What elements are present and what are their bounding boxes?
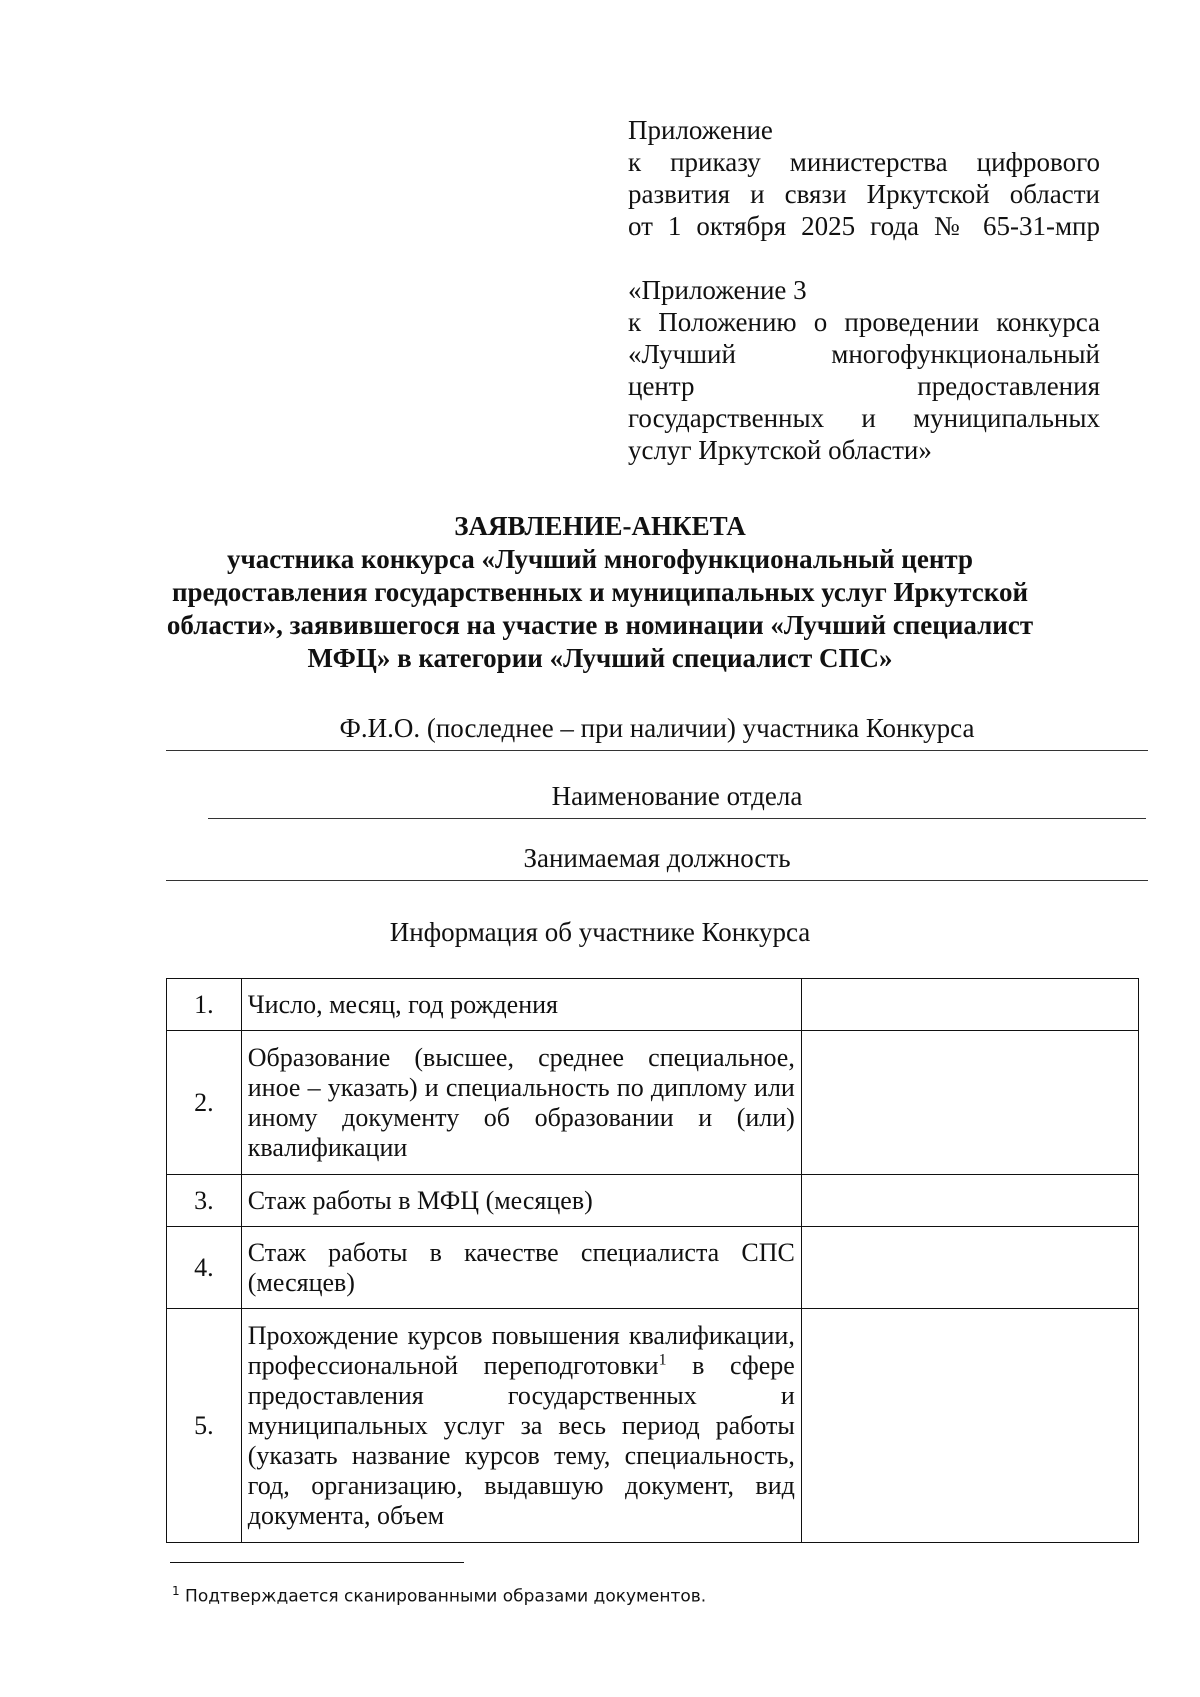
footnote-number: 1 [172,1584,180,1598]
regulation-line: государственных и муниципальных [628,403,1100,433]
answer-cell[interactable] [801,979,1138,1031]
fio-label: Ф.И.О. (последнее – при наличии) участника Конкурса [339,713,975,743]
position-label: Занимаемая должность [523,843,791,873]
table-row [167,1031,1139,1175]
answer-cell[interactable] [801,1175,1138,1227]
department-field[interactable] [208,780,1146,819]
appendix-header [628,114,1100,466]
regulation-line: услуг Иркутской области» [628,435,932,465]
answer-cell[interactable] [801,1031,1138,1175]
info-section-title: Информация об участнике Конкурса [389,917,811,947]
question-text: в сфере предоставления государственных и муниципальных услуг за весь период работы (указать название курсов тему, специальность, год, организацию, выдавшую документ, вид документа, объем [247,1350,795,1530]
fio-line[interactable] [166,750,1148,751]
participant-info-table [166,978,1139,1543]
title-line: предоставления государственных и муниципальных услуг Иркутской [171,577,1029,607]
row-number: 3. [167,1175,242,1227]
row-question: Число, месяц, год рождения [241,979,801,1031]
appendix3-label: «Приложение 3 [628,275,807,305]
position-field[interactable] [166,842,1148,881]
fio-field[interactable] [166,712,1148,751]
row-question: Образование (высшее, среднее специальное, иное – указать) и специальность по диплому или иному документу об образовании и (или) квалификации [241,1031,801,1175]
position-line[interactable] [166,880,1148,881]
table-row [167,1309,1139,1543]
regulation-line: к Положению о проведении конкурса [628,307,1100,337]
title-line: участника конкурса «Лучший многофункциональный центр [227,544,973,574]
footnote [172,1580,706,1608]
footnote-separator [170,1562,464,1563]
footnote-mark: 1 [658,1350,667,1368]
title-line: МФЦ» в категории «Лучший специалист СПС» [307,643,893,673]
answer-cell[interactable] [801,1309,1138,1543]
row-number: 2. [167,1031,242,1175]
regulation-line: «Лучший многофункциональный [628,339,1100,369]
row-number: 1. [167,979,242,1031]
row-number: 4. [167,1227,242,1309]
order-line: к приказу министерства цифрового [628,147,1100,177]
question-text: Прохождение курсов повышения квалификации, профессиональной переподготовки [247,1320,795,1380]
order-line: развития и связи Иркутской области [628,179,1100,209]
department-line[interactable] [208,818,1146,819]
answer-cell[interactable] [801,1227,1138,1309]
document-title [140,510,1060,675]
table-row [167,1227,1139,1309]
title-line: области», заявившегося на участие в номинации «Лучший специалист [166,610,1034,640]
appendix-label: Приложение [628,115,773,145]
regulation-line: центр предоставления [628,371,1100,401]
row-question [241,1309,801,1543]
department-label: Наименование отдела [551,781,803,811]
order-line: от 1 октября 2025 года № 65-31-мпр [628,211,1100,241]
table-row [167,979,1139,1031]
row-number: 5. [167,1309,242,1543]
footnote-text: Подтверждается сканированными образами документов. [179,1586,707,1607]
table-row [167,1175,1139,1227]
title-line: ЗАЯВЛЕНИЕ-АНКЕТА [454,511,746,541]
row-question: Стаж работы в качестве специалиста СПС (месяцев) [241,1227,801,1309]
row-question: Стаж работы в МФЦ (месяцев) [241,1175,801,1227]
